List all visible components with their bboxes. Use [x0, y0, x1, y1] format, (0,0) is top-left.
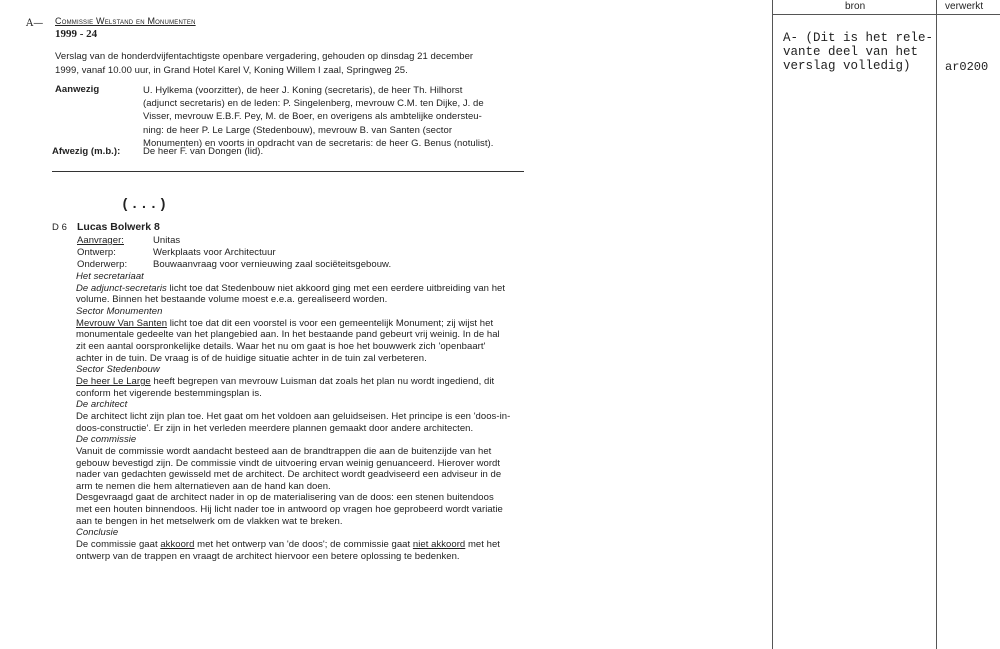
table-header-divider	[772, 14, 1000, 15]
source-note	[783, 31, 933, 73]
body-line: achter in de tuin. De vraag is of de huidige situatie achter in de tuin zal verbeteren.	[76, 352, 427, 364]
body-line: aan te bengen in het metselwerk om de vlakken wat te breken.	[76, 515, 343, 527]
field-applicant	[77, 235, 391, 247]
text: met het	[465, 539, 500, 551]
field-subject	[77, 259, 391, 271]
present-line: ning: de heer P. Le Large (Stedenbouw), mevrouw B. van Santen (sector	[143, 124, 453, 136]
speaker: De adjunct-secretaris	[76, 282, 167, 294]
body-line: monumentale gedeelte van het plangebied aan. In het bestaande pand gebeurt vrij weinig. In de hal	[76, 329, 500, 341]
heading-conclusie: Conclusie	[76, 527, 119, 539]
body-line	[76, 539, 510, 551]
text: licht toe dat dit een voorstel is voor een gemeentelijk Monument; zij wijst het	[167, 317, 494, 329]
speaker: Mevrouw Van Santen	[76, 317, 168, 329]
source-note-line: A- (Dit is het rele-	[783, 31, 934, 45]
body-line: Desgevraagd gaat de architect nader in op de materialisering van de doos: een stenen buitendoos	[76, 492, 494, 504]
heading-architect: De architect	[76, 399, 128, 411]
body-line: met een houten binnendoos. Hij licht nader toe in antwoord op vragen hoe geprobeerd wordt variatie	[76, 504, 503, 516]
intro-line: Verslag van de honderdvijfentachtigste openbare vergadering, gehouden op dinsdag 21 december	[55, 51, 474, 62]
body-line: conform het vigerende bestemmingsplan is.	[76, 387, 262, 399]
archive-code: ar0200	[945, 60, 989, 74]
handwritten-marker: A—	[26, 18, 44, 29]
intro-text	[55, 50, 473, 78]
commission-title: Commissie Welstand en Monumenten	[55, 16, 196, 26]
intro-line: 1999, vanaf 10.00 uur, in Grand Hotel Karel V, Koning Willem I zaal, Springweg 25.	[55, 65, 408, 76]
field-label: Aanvrager:	[77, 235, 124, 246]
field-value: Unitas	[153, 235, 181, 246]
bron-column-left-border	[772, 0, 773, 649]
decision-rejected: niet akkoord	[412, 539, 466, 551]
body-line	[76, 283, 510, 295]
body-line: gebouw bevestigd zijn. De commissie vindt de uitvoering ervan weinig genuanceerd. Hierover wordt	[76, 457, 501, 469]
section-divider	[52, 171, 524, 172]
present-label: Aanwezig	[55, 84, 100, 95]
body-line: zit een aantal oorspronkelijke details. Waar het nu om gaat is hoe het bouwwerk zich 'openbaart'	[76, 340, 486, 352]
heading-monumenten: Sector Monumenten	[76, 305, 163, 317]
present-line: Visser, mevrouw E.B.F. Pey, M. de Boer, en overigens als ambtelijke ondersteu-	[143, 111, 482, 123]
item-code: D 6	[52, 222, 67, 233]
source-note-line: vante deel van het	[783, 45, 919, 59]
body-line	[76, 318, 510, 330]
text: licht toe dat Stedenbouw niet akkoord ging met een eerdere uitbreiding van het	[166, 282, 506, 294]
absent-label: Afwezig (m.b.):	[52, 146, 121, 157]
item-fields	[77, 235, 391, 271]
body-line: volume. Binnen het bestaande volume moest e.e.a. gerealiseerd worden.	[76, 294, 388, 306]
present-line: U. Hylkema (voorzitter), de heer J. Koning (secretaris), de heer Th. Hilhorst	[143, 85, 463, 96]
text: met het ontwerp van 'de doos'; de commissie gaat	[194, 539, 413, 551]
speaker: De heer Le Large	[76, 375, 151, 387]
decision-approved: akkoord	[160, 539, 195, 551]
column-header-bron: bron	[845, 1, 866, 12]
present-list	[143, 84, 493, 150]
present-line: Monumenten) en voorts in opdracht van de secretaris: de heer G. Benus (notulist).	[143, 137, 494, 149]
column-header-verwerkt: verwerkt	[945, 1, 984, 12]
heading-stedenbouw: Sector Stedenbouw	[76, 364, 160, 376]
verwerkt-column-left-border	[936, 0, 937, 649]
body-line: De architect licht zijn plan toe. Het gaat om het voldoen aan geluidseisen. Het principe is een 'doos-in-	[76, 410, 511, 422]
body-line: doos-constructie'. Er zijn in het verleden meerdere plannen gemaakt door andere architecten.	[76, 422, 474, 434]
heading-commissie: De commissie	[76, 434, 137, 446]
present-line: (adjunct secretaris) en de leden: P. Singelenberg, mevrouw C.M. ten Dijke, J. de	[143, 98, 484, 110]
source-note-line: verslag volledig)	[783, 59, 911, 73]
absent-text: De heer F. van Dongen (lid).	[143, 146, 264, 157]
field-value: Bouwaanvraag voor vernieuwing zaal sociëteitsgebouw.	[153, 259, 392, 270]
body-line: arm te nemen die hem alternatieven aan de hand kan doen.	[76, 480, 331, 492]
field-design	[77, 247, 391, 259]
body-line: Vanuit de commissie wordt aandacht besteed aan de brandtrappen die aan de buitenzijde van het	[76, 445, 492, 457]
field-label: Onderwerp:	[77, 259, 128, 270]
text: De commissie gaat	[76, 539, 161, 551]
heading-secretariaat: Het secretariaat	[76, 271, 144, 282]
body-line: nader van gedachten gewisseld met de architect. De architect wordt geadviseerd een adviseur in de	[76, 469, 502, 481]
field-value: Werkplaats voor Architectuur	[153, 247, 276, 258]
body-line: ontwerp van de trappen en vraagt de architect hiervoor een betere oplossing te bedenken.	[76, 550, 460, 562]
omission-ellipsis: (...)	[121, 197, 169, 213]
text: heeft begrepen van mevrouw Luisman dat zoals het plan nu wordt ingediend, dit	[150, 375, 495, 387]
report-number: 1999 - 24	[55, 28, 98, 40]
item-title: Lucas Bolwerk 8	[77, 221, 160, 233]
minutes-body	[76, 271, 510, 562]
body-line	[76, 376, 510, 388]
field-label: Ontwerp:	[77, 247, 116, 258]
